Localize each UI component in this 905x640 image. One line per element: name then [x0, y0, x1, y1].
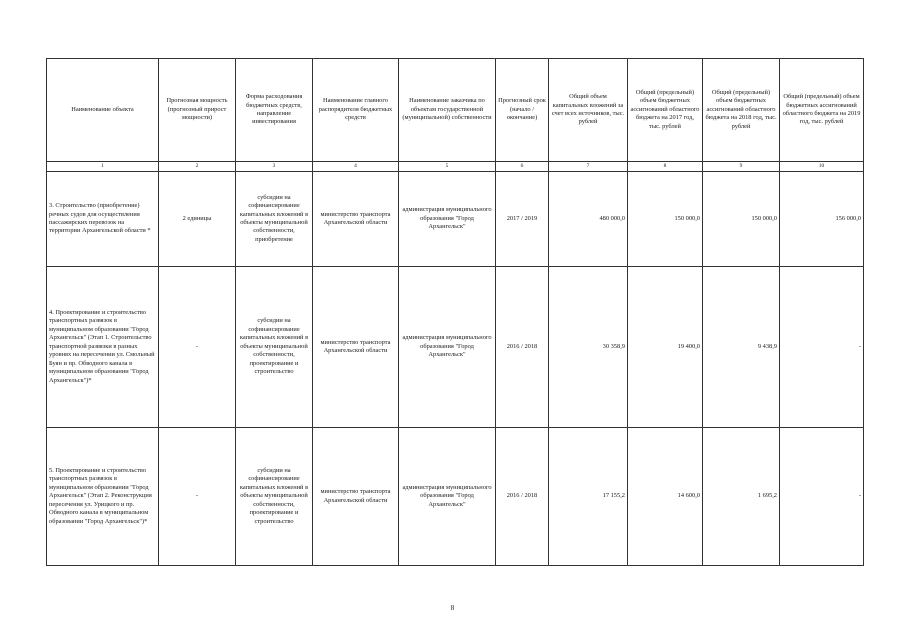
investment-objects-table	[46, 58, 864, 566]
header-budget-2019: Общий (предельный) объем бюджетных ассигнований областного бюджета на 2019 год, тыс. рублей	[780, 59, 864, 162]
spending-form-cell: субсидии на софинансирование капитальных вложений в объекты муниципальной собственности, проектирование и строительство	[236, 428, 313, 566]
budget-2018-cell: 9 438,9	[703, 267, 780, 428]
header-object-name: Наименование объекта	[47, 59, 159, 162]
header-budget-2018: Общий (предельный) объем бюджетных ассигнований областного бюджета на 2018 год, тыс. рублей	[703, 59, 780, 162]
column-number: 3	[236, 162, 313, 172]
customer-cell: администрация муниципального образования "Город Архангельск"	[399, 172, 496, 267]
header-capacity: Прогнозная мощность (прогнозный прирост мощности)	[159, 59, 236, 162]
term-cell: 2016 / 2018	[496, 428, 549, 566]
table-row	[47, 172, 864, 267]
distributor-cell: министерство транспорта Архангельской области	[313, 267, 399, 428]
column-number: 5	[399, 162, 496, 172]
spending-form-cell: субсидии на софинансирование капитальных вложений в объекты муниципальной собственности, приобретение	[236, 172, 313, 267]
budget-2017-cell: 150 000,0	[628, 172, 703, 267]
budget-2017-cell: 14 600,0	[628, 428, 703, 566]
header-budget-2017: Общий (предельный) объем бюджетных ассигнований областного бюджета на 2017 год, тыс. рублей	[628, 59, 703, 162]
budget-2018-cell: 1 695,2	[703, 428, 780, 566]
distributor-cell: министерство транспорта Архангельской области	[313, 428, 399, 566]
column-number: 6	[496, 162, 549, 172]
column-number: 7	[549, 162, 628, 172]
column-number: 1	[47, 162, 159, 172]
spending-form-cell: субсидии на софинансирование капитальных вложений в объекты муниципальной собственности, проектирование и строительство	[236, 267, 313, 428]
budget-2019-cell: 156 000,0	[780, 172, 864, 267]
capacity-cell: -	[159, 267, 236, 428]
budget-2019-cell: -	[780, 267, 864, 428]
column-number-row	[47, 162, 864, 172]
header-total-investment: Общий объем капитальных вложений за счет всех источников, тыс. рублей	[549, 59, 628, 162]
term-cell: 2016 / 2018	[496, 267, 549, 428]
column-number: 4	[313, 162, 399, 172]
total-investment-cell: 480 000,0	[549, 172, 628, 267]
header-row	[47, 59, 864, 162]
object-name-cell: 3. Строительство (приобретение) речных судов для осуществления пассажирских перевозок на территории Архангельской области *	[47, 172, 159, 267]
term-cell: 2017 / 2019	[496, 172, 549, 267]
column-number: 8	[628, 162, 703, 172]
total-investment-cell: 17 155,2	[549, 428, 628, 566]
object-name-cell: 4. Проектирование и строительство транспортных развязок в муниципальном образовании "Город Архангельск" (Этап 1. Строительство транспортной развязки в разных уровнях на пересечении ул. Смольный Буян и пр. Обводного канала в муниципальном образовании "Город Архангельск")*	[47, 267, 159, 428]
distributor-cell: министерство транспорта Архангельской области	[313, 172, 399, 267]
header-term: Прогнозный срок (начало / окончание)	[496, 59, 549, 162]
object-name-cell: 5. Проектирование и строительство транспортных развязок в муниципальном образовании "Город Архангельск" (Этап 2. Реконструкция пересечения ул. Урицкого и пр. Обводного канала в муниципальном образовании "Город Архангельск")*	[47, 428, 159, 566]
customer-cell: администрация муниципального образования "Город Архангельск"	[399, 428, 496, 566]
table-row	[47, 267, 864, 428]
capacity-cell: 2 единицы	[159, 172, 236, 267]
header-customer: Наименование заказчика по объектам государственной (муниципальной) собственности	[399, 59, 496, 162]
table-row	[47, 428, 864, 566]
budget-2019-cell: -	[780, 428, 864, 566]
column-number: 10	[780, 162, 864, 172]
capacity-cell: -	[159, 428, 236, 566]
column-number: 2	[159, 162, 236, 172]
column-number: 9	[703, 162, 780, 172]
total-investment-cell: 30 358,9	[549, 267, 628, 428]
budget-2018-cell: 150 000,0	[703, 172, 780, 267]
budget-2017-cell: 19 400,0	[628, 267, 703, 428]
header-spending-form: Форма расходования бюджетных средств, направление инвестирования	[236, 59, 313, 162]
customer-cell: администрация муниципального образования "Город Архангельск"	[399, 267, 496, 428]
header-distributor: Наименование главного распорядителя бюджетных средств	[313, 59, 399, 162]
page-number: 8	[450, 604, 455, 612]
